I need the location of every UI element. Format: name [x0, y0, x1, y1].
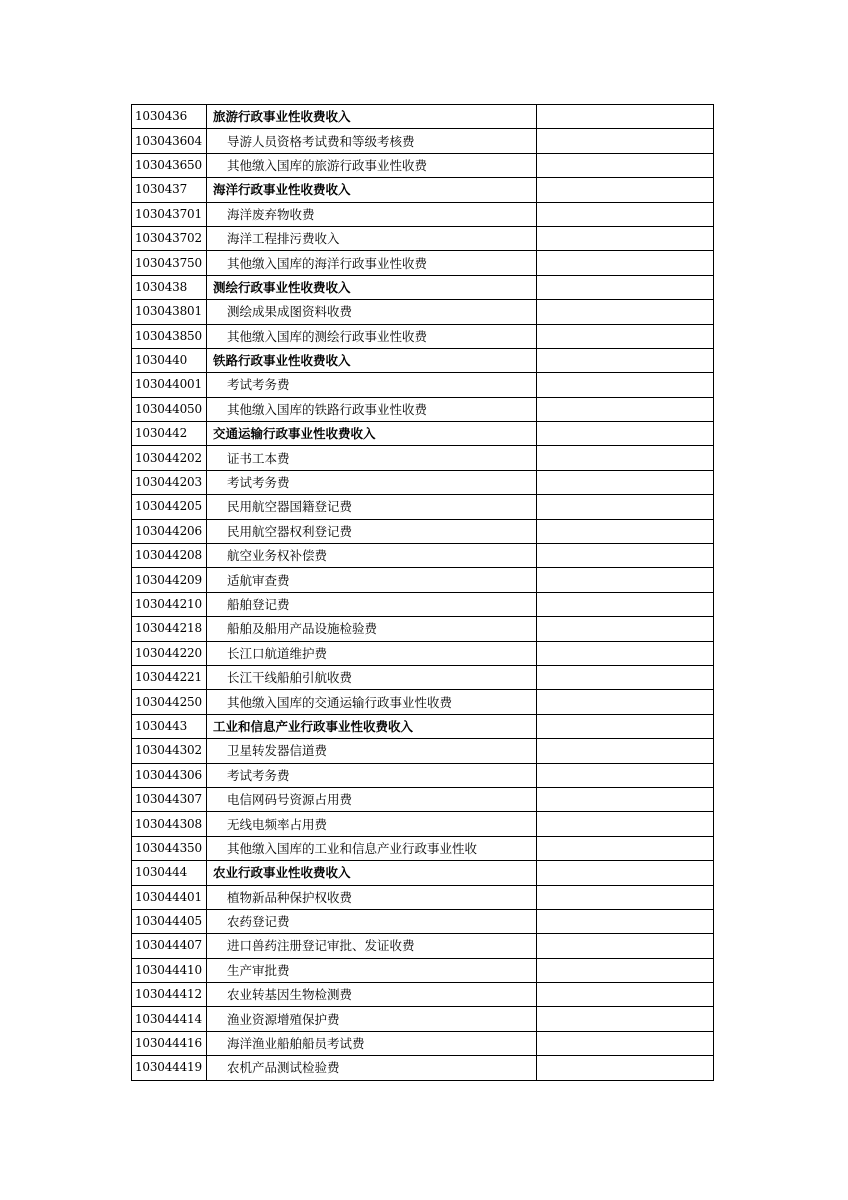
subject-code: 103044209 — [132, 568, 207, 592]
subject-code: 103044416 — [132, 1031, 207, 1055]
subject-code: 103044414 — [132, 1007, 207, 1031]
table-row — [132, 909, 714, 933]
subject-code: 103044412 — [132, 983, 207, 1007]
category-name: 交通运输行政事业性收费收入 — [207, 422, 537, 446]
subject-code: 103043850 — [132, 324, 207, 348]
item-name: 海洋工程排污费收入 — [207, 226, 537, 250]
subject-code: 103044401 — [132, 885, 207, 909]
empty-cell — [537, 812, 714, 836]
subject-code: 1030444 — [132, 861, 207, 885]
category-name: 旅游行政事业性收费收入 — [207, 105, 537, 129]
item-name: 测绘成果成图资料收费 — [207, 300, 537, 324]
table-row — [132, 470, 714, 494]
empty-cell — [537, 1007, 714, 1031]
subject-code: 1030436 — [132, 105, 207, 129]
subject-code: 103044410 — [132, 958, 207, 982]
empty-cell — [537, 1056, 714, 1080]
item-name: 考试考务费 — [207, 470, 537, 494]
subject-code: 1030443 — [132, 714, 207, 738]
item-name: 植物新品种保护权收费 — [207, 885, 537, 909]
category-row — [132, 861, 714, 885]
subject-code: 103044001 — [132, 373, 207, 397]
category-name: 铁路行政事业性收费收入 — [207, 348, 537, 372]
item-name: 适航审查费 — [207, 568, 537, 592]
empty-cell — [537, 861, 714, 885]
table-row — [132, 153, 714, 177]
subject-code: 103043604 — [132, 129, 207, 153]
item-name: 民用航空器国籍登记费 — [207, 495, 537, 519]
table-body — [132, 105, 714, 1081]
table-row — [132, 397, 714, 421]
item-name: 海洋渔业船舶船员考试费 — [207, 1031, 537, 1055]
table-row — [132, 495, 714, 519]
subject-code: 103043801 — [132, 300, 207, 324]
item-name: 其他缴入国库的工业和信息产业行政事业性收 — [207, 836, 537, 860]
empty-cell — [537, 934, 714, 958]
table-row — [132, 812, 714, 836]
table-row — [132, 129, 714, 153]
table-row — [132, 641, 714, 665]
empty-cell — [537, 300, 714, 324]
empty-cell — [537, 446, 714, 470]
subject-code: 103044218 — [132, 617, 207, 641]
empty-cell — [537, 714, 714, 738]
revenue-code-table — [131, 104, 714, 1081]
category-name: 海洋行政事业性收费收入 — [207, 178, 537, 202]
subject-code: 1030442 — [132, 422, 207, 446]
empty-cell — [537, 470, 714, 494]
empty-cell — [537, 397, 714, 421]
subject-code: 103044302 — [132, 739, 207, 763]
table-row — [132, 836, 714, 860]
subject-code: 1030438 — [132, 275, 207, 299]
item-name: 渔业资源增殖保护费 — [207, 1007, 537, 1031]
category-row — [132, 178, 714, 202]
empty-cell — [537, 836, 714, 860]
category-name: 工业和信息产业行政事业性收费收入 — [207, 714, 537, 738]
table-row — [132, 1056, 714, 1080]
subject-code: 103044220 — [132, 641, 207, 665]
table-row — [132, 202, 714, 226]
empty-cell — [537, 226, 714, 250]
table-row — [132, 446, 714, 470]
table-row — [132, 592, 714, 616]
table-row — [132, 690, 714, 714]
subject-code: 103044307 — [132, 787, 207, 811]
item-name: 海洋废弃物收费 — [207, 202, 537, 226]
item-name: 证书工本费 — [207, 446, 537, 470]
item-name: 导游人员资格考试费和等级考核费 — [207, 129, 537, 153]
item-name: 其他缴入国库的交通运输行政事业性收费 — [207, 690, 537, 714]
empty-cell — [537, 495, 714, 519]
empty-cell — [537, 129, 714, 153]
table-row — [132, 958, 714, 982]
category-row — [132, 422, 714, 446]
empty-cell — [537, 568, 714, 592]
item-name: 卫星转发器信道费 — [207, 739, 537, 763]
subject-code: 103043650 — [132, 153, 207, 177]
table-row — [132, 787, 714, 811]
item-name: 航空业务权补偿费 — [207, 544, 537, 568]
empty-cell — [537, 1031, 714, 1055]
table-row — [132, 763, 714, 787]
item-name: 农机产品测试检验费 — [207, 1056, 537, 1080]
item-name: 船舶登记费 — [207, 592, 537, 616]
table-row — [132, 983, 714, 1007]
subject-code: 1030437 — [132, 178, 207, 202]
item-name: 无线电频率占用费 — [207, 812, 537, 836]
empty-cell — [537, 617, 714, 641]
category-row — [132, 714, 714, 738]
item-name: 进口兽药注册登记审批、发证收费 — [207, 934, 537, 958]
empty-cell — [537, 153, 714, 177]
item-name: 长江口航道维护费 — [207, 641, 537, 665]
item-name: 农药登记费 — [207, 909, 537, 933]
item-name: 船舶及船用产品设施检验费 — [207, 617, 537, 641]
table-row — [132, 324, 714, 348]
item-name: 电信网码号资源占用费 — [207, 787, 537, 811]
table-row — [132, 226, 714, 250]
subject-code: 103044203 — [132, 470, 207, 494]
subject-code: 103044206 — [132, 519, 207, 543]
subject-code: 103044350 — [132, 836, 207, 860]
subject-code: 103044221 — [132, 665, 207, 689]
empty-cell — [537, 665, 714, 689]
empty-cell — [537, 324, 714, 348]
table-row — [132, 739, 714, 763]
empty-cell — [537, 909, 714, 933]
subject-code: 103044308 — [132, 812, 207, 836]
item-name: 其他缴入国库的铁路行政事业性收费 — [207, 397, 537, 421]
item-name: 其他缴入国库的测绘行政事业性收费 — [207, 324, 537, 348]
subject-code: 103043750 — [132, 251, 207, 275]
subject-code: 103044306 — [132, 763, 207, 787]
subject-code: 103044050 — [132, 397, 207, 421]
empty-cell — [537, 787, 714, 811]
subject-code: 103044202 — [132, 446, 207, 470]
table-row — [132, 544, 714, 568]
empty-cell — [537, 983, 714, 1007]
table-row — [132, 300, 714, 324]
empty-cell — [537, 641, 714, 665]
empty-cell — [537, 202, 714, 226]
subject-code: 103044407 — [132, 934, 207, 958]
item-name: 民用航空器权利登记费 — [207, 519, 537, 543]
table-row — [132, 885, 714, 909]
empty-cell — [537, 885, 714, 909]
subject-code: 103043702 — [132, 226, 207, 250]
empty-cell — [537, 178, 714, 202]
table-row — [132, 1007, 714, 1031]
table-row — [132, 617, 714, 641]
item-name: 其他缴入国库的旅游行政事业性收费 — [207, 153, 537, 177]
item-name: 长江干线船舶引航收费 — [207, 665, 537, 689]
category-row — [132, 275, 714, 299]
subject-code: 103044250 — [132, 690, 207, 714]
empty-cell — [537, 251, 714, 275]
empty-cell — [537, 105, 714, 129]
empty-cell — [537, 958, 714, 982]
subject-code: 103044208 — [132, 544, 207, 568]
subject-code: 103044405 — [132, 909, 207, 933]
empty-cell — [537, 519, 714, 543]
category-row — [132, 348, 714, 372]
table-row — [132, 519, 714, 543]
category-name: 测绘行政事业性收费收入 — [207, 275, 537, 299]
item-name: 生产审批费 — [207, 958, 537, 982]
item-name: 其他缴入国库的海洋行政事业性收费 — [207, 251, 537, 275]
item-name: 考试考务费 — [207, 763, 537, 787]
category-name: 农业行政事业性收费收入 — [207, 861, 537, 885]
category-row — [132, 105, 714, 129]
empty-cell — [537, 544, 714, 568]
item-name: 农业转基因生物检测费 — [207, 983, 537, 1007]
table-row — [132, 1031, 714, 1055]
item-name: 考试考务费 — [207, 373, 537, 397]
subject-code: 103043701 — [132, 202, 207, 226]
empty-cell — [537, 592, 714, 616]
table-row — [132, 568, 714, 592]
subject-code: 103044205 — [132, 495, 207, 519]
table-row — [132, 251, 714, 275]
empty-cell — [537, 690, 714, 714]
table-row — [132, 934, 714, 958]
subject-code: 103044210 — [132, 592, 207, 616]
empty-cell — [537, 373, 714, 397]
table-row — [132, 373, 714, 397]
empty-cell — [537, 348, 714, 372]
subject-code: 1030440 — [132, 348, 207, 372]
table-row — [132, 665, 714, 689]
empty-cell — [537, 739, 714, 763]
empty-cell — [537, 275, 714, 299]
empty-cell — [537, 763, 714, 787]
empty-cell — [537, 422, 714, 446]
subject-code: 103044419 — [132, 1056, 207, 1080]
